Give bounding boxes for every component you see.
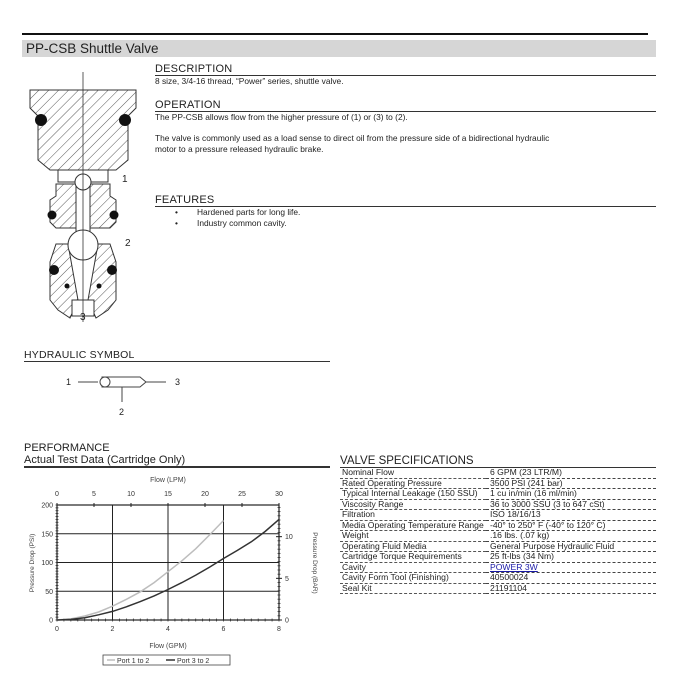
symbol-port-1: 1 [66,377,72,387]
spec-value: 1 cu in/min (16 ml/min) [486,489,656,500]
svg-text:10: 10 [127,491,135,498]
spec-value: -40° to 250° F (-40° to 120° C) [486,520,656,531]
svg-text:Port 3 to 2: Port 3 to 2 [177,658,210,665]
svg-text:30: 30 [275,491,283,498]
title-band [22,40,656,57]
specs-table [340,468,656,594]
spec-label: Media Operating Temperature Range [340,520,486,531]
spec-row [340,510,656,521]
svg-text:5: 5 [92,491,96,498]
spec-value: 40500024 [486,573,656,584]
port-2-label: 2 [125,238,131,249]
spec-label: Cartridge Torque Requirements [340,552,486,563]
features-heading: FEATURES [155,194,656,207]
svg-text:100: 100 [41,560,53,567]
spec-value: 21191104 [486,583,656,594]
svg-text:10: 10 [285,534,293,542]
operation-section [155,99,656,155]
spec-label: Seal Kit [340,583,486,594]
spec-row [340,468,656,478]
svg-text:4: 4 [166,626,170,633]
port-1-label: 1 [122,174,128,185]
spec-value: 25 ft-lbs (34 Nm) [486,552,656,563]
spec-label: Nominal Flow [340,468,486,478]
spec-label: Cavity Form Tool (Finishing) [340,573,486,584]
pressure-drop-chart [0,470,335,675]
svg-text:0: 0 [285,617,289,625]
shuttle-valve-symbol [60,370,180,410]
spec-value: 36 to 3000 SSU (3 to 647 cSt) [486,499,656,510]
operation-text-2a: The valve is commonly used as a load sense to direct oil from the pressure side of a bidirectional hydraulic [155,133,550,143]
svg-text:8: 8 [277,626,281,633]
svg-text:200: 200 [41,502,53,510]
spec-row [340,583,656,594]
specs-heading: VALVE SPECIFICATIONS [340,455,656,468]
spec-value: 3500 PSI (241 bar) [486,478,656,489]
description-heading: DESCRIPTION [155,63,656,76]
spec-value[interactable] [486,562,656,573]
performance-heading-block [24,442,185,466]
hydraulic-symbol-section [24,349,330,362]
svg-text:15: 15 [164,491,172,498]
spec-value: 6 GPM (23 LTR/M) [486,468,656,478]
spec-label: Typical Internal Leakage (150 SSU) [340,489,486,500]
page-title: PP-CSB Shuttle Valve [26,41,159,56]
top-rule [22,33,648,35]
spec-row [340,552,656,563]
description-text: 8 size, 3/4-16 thread, “Power” series, shuttle valve. [155,76,344,86]
spec-label: Cavity [340,562,486,573]
spec-row [340,489,656,500]
chart-legend [103,655,230,665]
svg-text:0: 0 [55,491,59,498]
symbol-port-2: 2 [119,407,125,417]
spec-label: Viscosity Range [340,499,486,510]
svg-text:20: 20 [201,491,209,498]
y2-axis-label: Pressure Drop (BAR) [311,532,318,594]
svg-text:2: 2 [110,626,115,633]
spec-value: ISO 18/16/13 [486,510,656,521]
port-3-label: 3 [80,312,86,323]
svg-text:50: 50 [45,588,53,596]
operation-heading: OPERATION [155,99,656,112]
spec-row [340,478,656,489]
feature-item: • Industry common cavity. [155,218,656,229]
valve-specifications [340,455,656,594]
spec-row [340,541,656,552]
performance-rule [24,466,330,468]
operation-text-2b: motor to a pressure released hydraulic brake. [155,144,324,154]
operation-text-1: The PP-CSB allows flow from the higher pressure of (1) or (3) to (2). [155,112,408,122]
spec-row [340,562,656,573]
y-axis-label: Pressure Drop (PSI) [29,533,36,593]
svg-text:25: 25 [238,491,246,498]
svg-text:150: 150 [41,531,53,539]
spec-row [340,520,656,531]
spec-label: Weight [340,531,486,542]
valve-cross-section-diagram [0,60,150,330]
feature-item: • Hardened parts for long life. [155,207,656,218]
spec-value: .16 lbs. (.07 kg) [486,531,656,542]
symbol-port-3: 3 [175,377,181,387]
spec-row [340,573,656,584]
spec-value: General Purpose Hydraulic Fluid [486,541,656,552]
spec-row [340,531,656,542]
spec-row [340,499,656,510]
performance-heading: PERFORMANCE [24,442,110,454]
x2-axis-label: Flow (LPM) [150,477,186,484]
svg-text:Port 1 to 2: Port 1 to 2 [117,658,150,665]
svg-text:6: 6 [221,626,226,633]
performance-subheading: Actual Test Data (Cartridge Only) [24,454,186,466]
hydraulic-symbol-heading: HYDRAULIC SYMBOL [24,349,330,362]
description-section [155,63,656,87]
spec-label: Filtration [340,510,486,521]
svg-text:0: 0 [55,626,59,633]
spec-label: Rated Operating Pressure [340,478,486,489]
cavity-link[interactable]: POWER 3W [490,561,538,572]
svg-text:5: 5 [285,575,289,583]
x-axis-label: Flow (GPM) [149,643,187,650]
spec-label: Operating Fluid Media [340,541,486,552]
features-section [155,194,656,229]
svg-text:0: 0 [49,617,53,625]
